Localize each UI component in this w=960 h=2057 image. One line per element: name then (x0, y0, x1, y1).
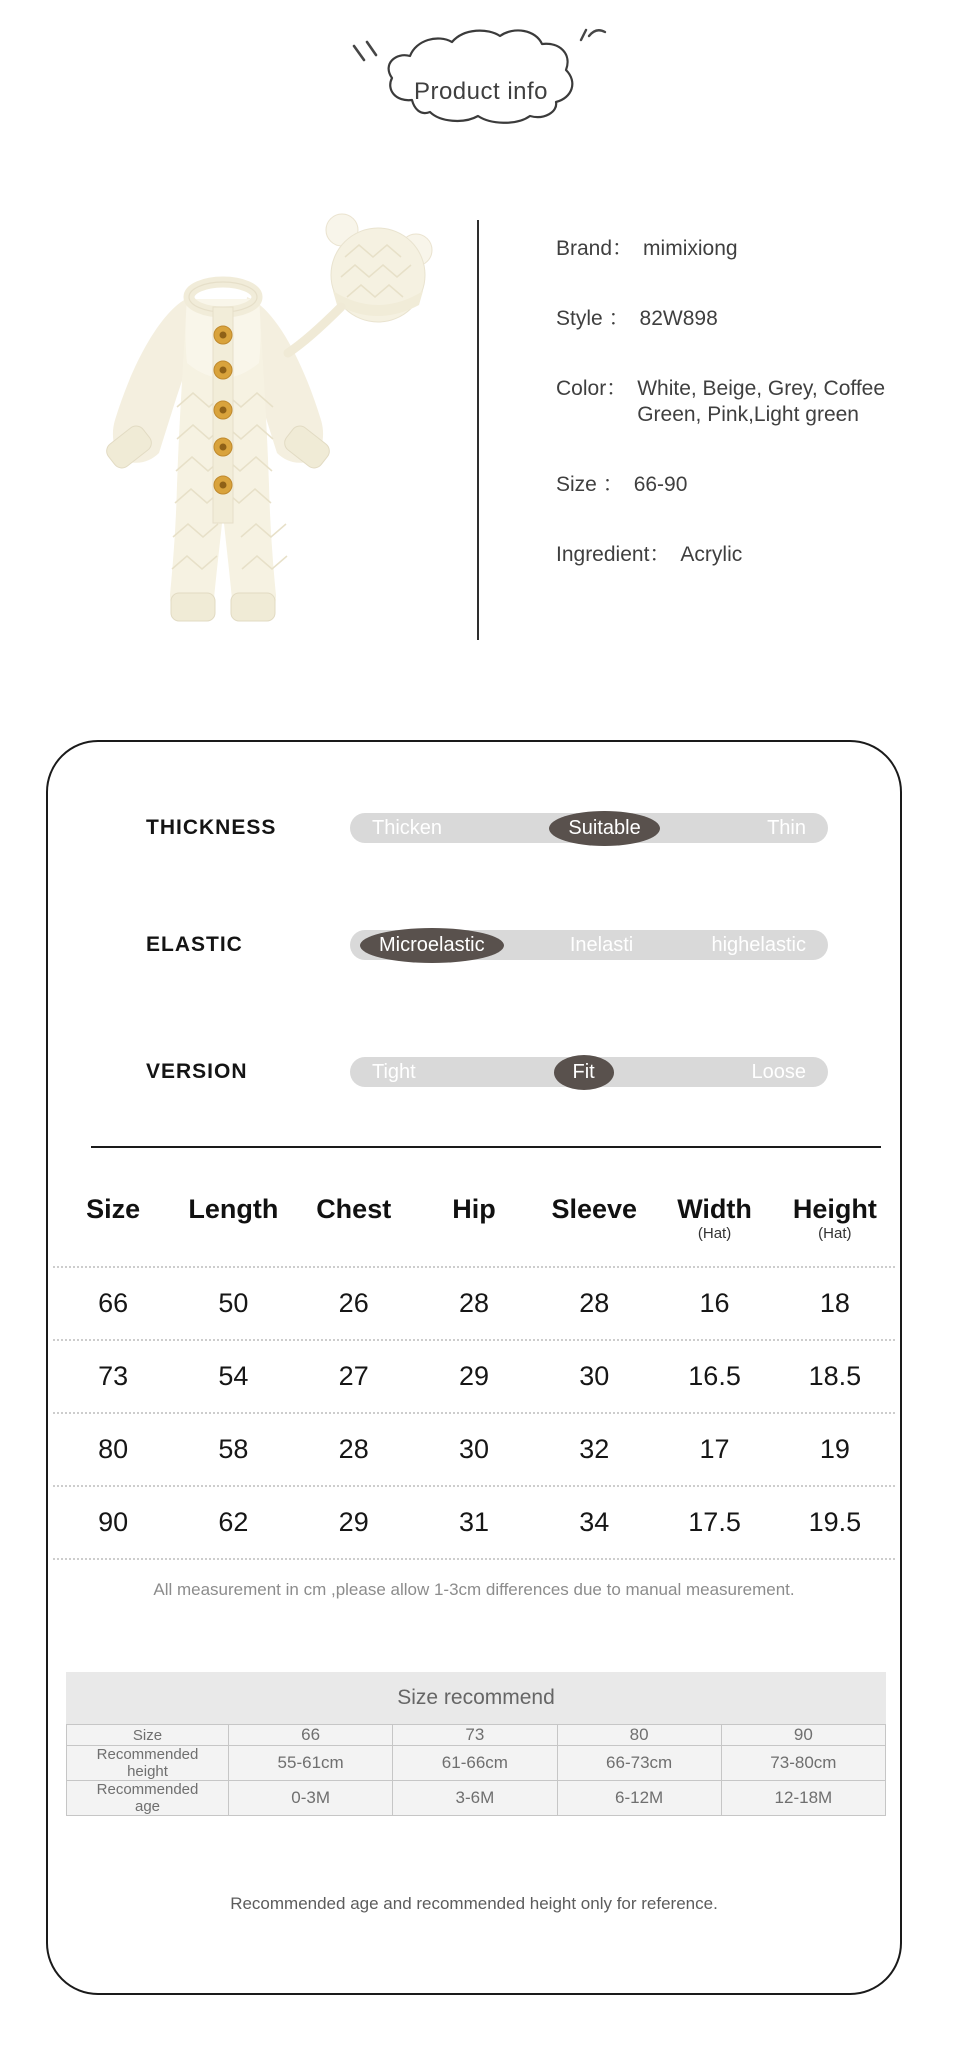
version-bar (350, 1057, 828, 1087)
spec-size-value: 66-90 (633, 473, 688, 496)
spec-color-value (637, 376, 885, 428)
elastic-option-inelasti[interactable]: Inelasti (569, 933, 634, 956)
thickness-bar (350, 813, 828, 843)
spec-list (556, 236, 936, 568)
size-table-header (53, 1185, 895, 1268)
spec-size-label: Size ： (556, 473, 624, 496)
spec-style-label: Style ： (556, 307, 630, 330)
spec-color-line1: White, Beige, Grey, Coffee (637, 377, 886, 400)
spec-ingredient (556, 542, 936, 568)
rec-row-age-label: Recommended age (67, 1781, 229, 1816)
size-table (53, 1185, 895, 1560)
reference-footnote: Recommended age and recommended height only for reference. (230, 1894, 718, 1913)
spec-ingredient-value: Acrylic (680, 543, 743, 566)
page-title: Product info (413, 78, 549, 105)
version-option-fit[interactable]: Fit (554, 1055, 614, 1090)
attr-row-elastic (146, 923, 828, 967)
version-option-loose[interactable]: Loose (751, 1060, 806, 1083)
rec-age-66: 0-3M (229, 1781, 393, 1816)
col-width: Width (677, 1194, 752, 1224)
size-row-90: 90 62 29 31 34 17.5 19.5 (53, 1487, 895, 1560)
rec-age-73: 3-6M (393, 1781, 557, 1816)
rec-size-90: 90 (722, 1725, 886, 1746)
spec-style (556, 306, 936, 332)
spec-brand-label: Brand： (556, 237, 634, 260)
vertical-divider (477, 220, 479, 640)
rec-age-90: 12-18M (722, 1781, 886, 1816)
col-chest: Chest (316, 1194, 392, 1224)
thickness-option-thicken[interactable]: Thicken (372, 816, 443, 839)
spec-ingredient-label: Ingredient： (556, 543, 671, 566)
size-row-66: 66 50 26 28 28 16 18 (53, 1268, 895, 1341)
elastic-label: ELASTIC (146, 933, 243, 956)
col-sleeve: Sleeve (551, 1194, 638, 1224)
size-recommend-table (66, 1672, 886, 1816)
rec-height-90: 73-80cm (722, 1746, 886, 1781)
col-hip: Hip (452, 1194, 496, 1224)
measurement-note: All measurement in cm ,please allow 1-3cm differences due to manual measurement. (153, 1580, 795, 1599)
col-height-sub: (Hat) (818, 1225, 852, 1242)
elastic-option-microelastic[interactable]: Microelastic (360, 928, 504, 963)
spec-style-value: 82W898 (639, 307, 718, 330)
section-divider (91, 1146, 881, 1148)
elastic-option-highelastic[interactable]: highelastic (711, 933, 806, 956)
spec-color-line2: Green, Pink,Light green (637, 403, 859, 426)
hat (288, 214, 432, 353)
rec-height-66: 55-61cm (229, 1746, 393, 1781)
attr-row-version (146, 1050, 828, 1094)
size-recommend-title: Size recommend (66, 1672, 886, 1724)
hat-strap (288, 307, 341, 353)
rec-size-66: 66 (229, 1725, 393, 1746)
product-photo (75, 195, 445, 635)
sparkle-left-icon (354, 42, 376, 60)
version-option-tight[interactable]: Tight (372, 1060, 416, 1083)
attr-row-thickness (146, 806, 828, 850)
col-width-sub: (Hat) (697, 1225, 732, 1242)
cloud-bubble-graphic (340, 18, 620, 134)
rec-size-73: 73 (393, 1725, 557, 1746)
rec-size-80: 80 (558, 1725, 722, 1746)
spec-size (556, 472, 936, 498)
col-height: Height (792, 1194, 877, 1224)
thickness-option-thin[interactable]: Thin (767, 816, 806, 839)
sparkle-right-icon (581, 30, 605, 40)
size-row-73: 73 54 27 29 30 16.5 18.5 (53, 1341, 895, 1414)
thickness-option-suitable[interactable]: Suitable (549, 811, 659, 846)
size-row-80: 80 58 28 30 32 17 19 (53, 1414, 895, 1487)
rec-height-80: 66-73cm (558, 1746, 722, 1781)
thickness-label: THICKNESS (146, 816, 277, 839)
rec-row-size-label: Size (67, 1725, 229, 1746)
details-panel (46, 740, 902, 1995)
col-size: Size (86, 1194, 141, 1224)
elastic-bar (350, 930, 828, 960)
col-length: Length (188, 1194, 279, 1224)
cloud-outline (389, 30, 573, 122)
spec-color-label: Color： (556, 377, 628, 400)
rec-row-height-label: Recommended height (67, 1746, 229, 1781)
version-label: VERSION (146, 1060, 248, 1083)
spec-color (556, 376, 936, 428)
rec-height-73: 61-66cm (393, 1746, 557, 1781)
spec-brand (556, 236, 936, 262)
rec-age-80: 6-12M (558, 1781, 722, 1816)
spec-brand-value: mimixiong (643, 237, 738, 260)
